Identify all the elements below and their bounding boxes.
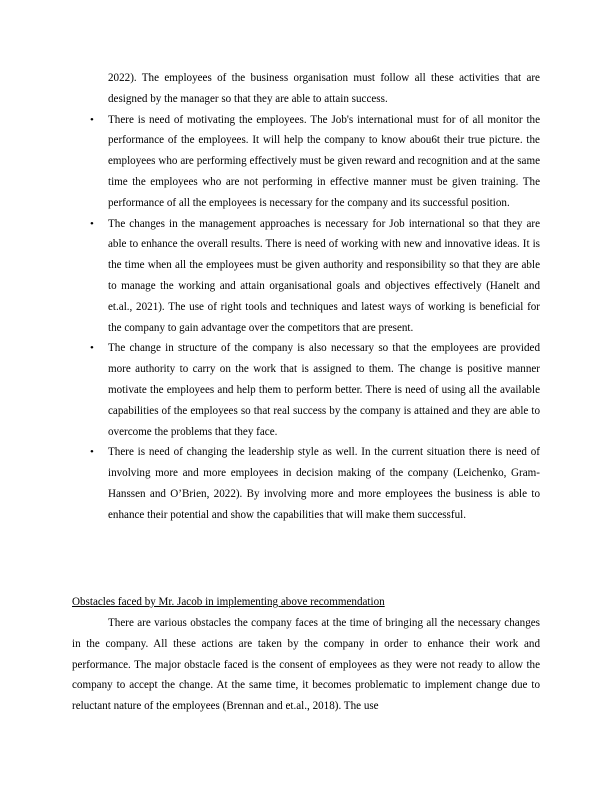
body-paragraph: There are various obstacles the company faces at the time of bringing all the necessary changes in the company. All these actions are taken by the company in order to enhance their work and performance. The major obstacle faced is the consent of employees as they were not ready to allow the company to accept the change. At the same time, it becomes problematic to implement change due to reluctant nature of the employees (Brennan and et.al., 2018). The use [72, 617, 540, 713]
section-heading: Obstacles faced by Mr. Jacob in implementing above recommendation [72, 596, 385, 608]
list-item [90, 214, 540, 339]
bullet-icon: • [90, 446, 94, 459]
bullet-icon: • [90, 217, 94, 230]
bullet-icon: • [90, 113, 94, 126]
list-item-text: The changes in the management approaches is necessary for Job international so that they are able to enhance the overall results. There is need of working with new and innovative ideas. It is the time when all the employees must be given authority and responsibility so that they are able to manage the working and attain organisational goals and objectives effectively (Hanelt and et.al., 2021). The use of right tools and techniques and latest ways of working is beneficial for the company to gain advantage over the competitors that are present. [108, 217, 540, 334]
bullet-icon: • [90, 342, 94, 355]
list-item-text: The change in structure of the company is also necessary so that the employees are provided more authority to carry on the work that is assigned to them. The change is positive manner motivate the employees and help them to perform better. There is need of using all the available capabilities of the employees so that real success by the company is attained and they are able to overcome the problems that they face. [108, 342, 540, 438]
list-item [90, 338, 540, 442]
recommendation-list [90, 110, 540, 526]
list-item [90, 442, 540, 525]
list-item-text: There is need of motivating the employees. The Job's international must for of all monitor the performance of the employees. It will help the company to know abou6t their true picture. the employees who are performing effectively must be given reward and recognition and at the same time the employees who are not performing in effective manner must be given training. The performance of all the employees is necessary for the company and its successful position. [108, 113, 540, 209]
list-item-text: There is need of changing the leadership style as well. In the current situation there is need of involving more and more employees in decision making of the company (Leichenko, Gram-Hanssen and O’Brien, 2022). By involving more and more employees the business is able to enhance their potential and show the capabilities that will make them successful. [108, 446, 540, 521]
list-item [90, 110, 540, 214]
continuation-text: 2022). The employees of the business organisation must follow all these activities that are designed by the manager so that they are able to attain success. [108, 72, 540, 105]
